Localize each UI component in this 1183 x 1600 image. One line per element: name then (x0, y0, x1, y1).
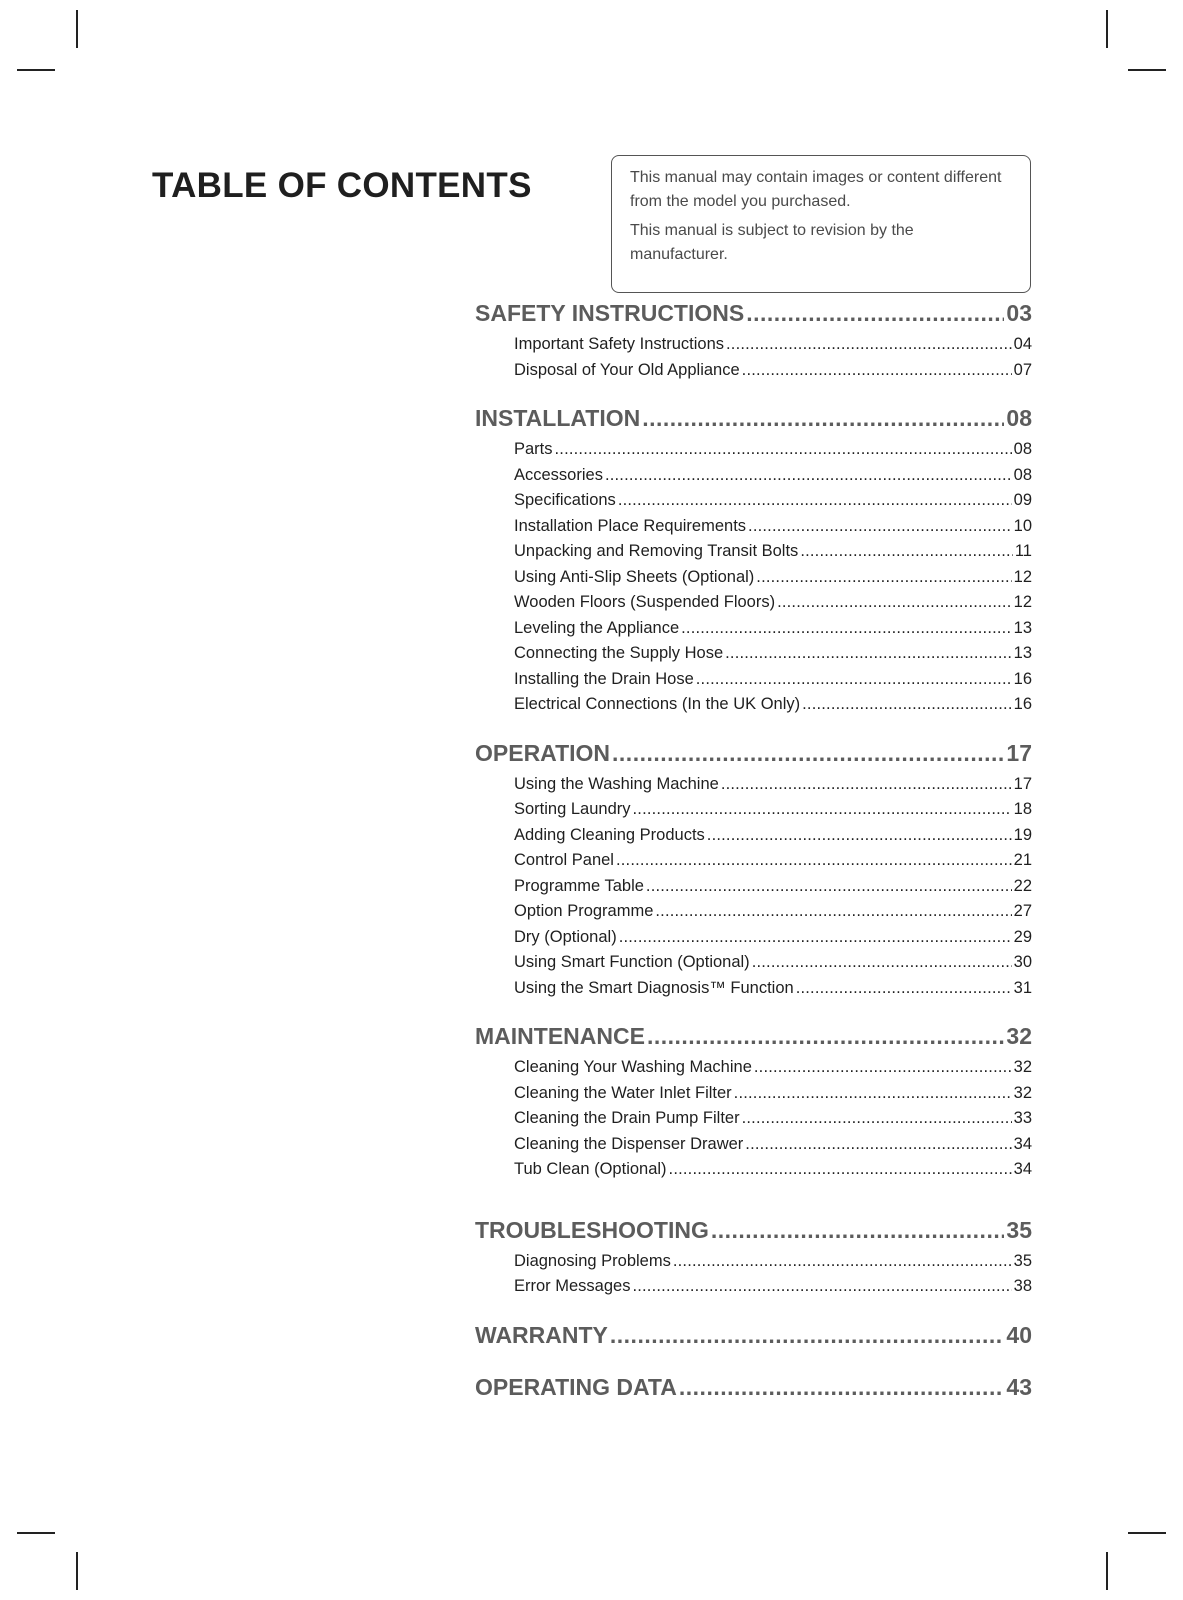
toc-heading[interactable] (475, 1370, 1032, 1404)
leader-dots (748, 514, 1012, 540)
page-title: TABLE OF CONTENTS (152, 166, 532, 205)
toc-entry-label: Option Programme (514, 902, 654, 920)
toc-entry[interactable] (514, 514, 1032, 540)
toc-entry-label: Connecting the Supply Hose (514, 644, 724, 662)
leader-dots (616, 848, 1012, 874)
table-of-contents (475, 296, 1032, 1422)
toc-heading[interactable] (475, 736, 1032, 770)
leader-dots (646, 874, 1012, 900)
toc-heading-label: SAFETY INSTRUCTIONS (475, 300, 745, 326)
toc-section-maintenance (475, 1019, 1032, 1183)
toc-entry[interactable] (514, 1249, 1032, 1275)
toc-entry-page: 34 (1013, 1134, 1032, 1153)
leader-dots (796, 976, 1012, 1002)
toc-entry[interactable] (514, 332, 1032, 358)
notice-box (611, 155, 1031, 293)
leader-dots (655, 899, 1011, 925)
toc-entry-label: Adding Cleaning Products (514, 825, 705, 844)
toc-heading-page: 03 (1006, 300, 1032, 326)
leader-dots (745, 1132, 1011, 1158)
toc-entry-label: Leveling the Appliance (514, 618, 680, 637)
toc-entry[interactable] (514, 797, 1032, 823)
toc-heading-label: INSTALLATION (475, 405, 641, 431)
notice-line-2: This manual is subject to revision by the manufacturer. (630, 222, 914, 263)
toc-entry-label: Programme Table (514, 876, 644, 895)
toc-entry[interactable] (514, 1055, 1032, 1081)
leader-dots (669, 1157, 1012, 1183)
toc-entry-page: 07 (1013, 360, 1032, 379)
toc-entry[interactable] (514, 358, 1032, 384)
toc-entry-page: 17 (1013, 774, 1032, 793)
toc-entry[interactable] (514, 590, 1032, 616)
toc-entry-label: Electrical Connections (In the UK Only) (514, 695, 801, 713)
toc-heading[interactable] (475, 296, 1032, 330)
toc-heading[interactable] (475, 1318, 1032, 1352)
toc-entry-label: Specifications (514, 491, 616, 509)
toc-entry-label: Using the Smart Diagnosis™ Function (514, 978, 794, 997)
toc-section-safety-instructions (475, 296, 1032, 383)
toc-entry[interactable] (514, 772, 1032, 798)
toc-entry-label: Cleaning the Drain Pump Filter (514, 1109, 740, 1127)
toc-entry[interactable] (514, 1274, 1032, 1300)
toc-entry-page: 13 (1013, 644, 1032, 662)
toc-entry-page: 09 (1013, 491, 1032, 509)
toc-entry-page: 22 (1013, 876, 1032, 895)
toc-heading-label: WARRANTY (475, 1321, 608, 1348)
leader-dots (647, 1019, 1004, 1053)
toc-entry-page: 08 (1013, 440, 1032, 458)
toc-entry-label: Parts (514, 440, 553, 458)
toc-entry[interactable] (514, 925, 1032, 951)
crop-mark (1106, 10, 1108, 48)
toc-entry-page: 30 (1013, 953, 1032, 971)
toc-entry[interactable] (514, 1106, 1032, 1132)
toc-entry-label: Diagnosing Problems (514, 1251, 671, 1270)
crop-mark (1128, 1532, 1166, 1534)
leader-dots (633, 797, 1012, 823)
toc-entry-page: 27 (1013, 902, 1032, 920)
leader-dots (800, 539, 1013, 565)
leader-dots (742, 1106, 1012, 1132)
leader-dots (679, 1370, 1005, 1404)
toc-section-installation (475, 401, 1032, 718)
toc-entry[interactable] (514, 899, 1032, 925)
toc-entry-page: 11 (1014, 542, 1032, 560)
leader-dots (742, 358, 1012, 384)
toc-entry[interactable] (514, 1132, 1032, 1158)
toc-entry-label: Error Messages (514, 1277, 631, 1295)
toc-entry-page: 33 (1013, 1109, 1032, 1127)
toc-heading[interactable] (475, 1213, 1032, 1247)
toc-entry-page: 08 (1013, 465, 1032, 484)
toc-section-operation (475, 736, 1032, 1002)
toc-entry[interactable] (514, 823, 1032, 849)
toc-entry-page: 12 (1013, 593, 1032, 611)
toc-entry[interactable] (514, 976, 1032, 1002)
toc-entry[interactable] (514, 641, 1032, 667)
toc-entry[interactable] (514, 950, 1032, 976)
toc-heading-page: 08 (1006, 405, 1032, 431)
toc-entry[interactable] (514, 667, 1032, 693)
toc-entry-label: Tub Clean (Optional) (514, 1160, 667, 1178)
toc-heading-label: OPERATION (475, 739, 611, 766)
toc-entry-label: Accessories (514, 465, 603, 484)
leader-dots (673, 1249, 1012, 1275)
leader-dots (752, 950, 1012, 976)
toc-entry-page: 35 (1013, 1251, 1032, 1270)
toc-entry-label: Using Anti-Slip Sheets (Optional) (514, 567, 755, 586)
toc-entry-label: Wooden Floors (Suspended Floors) (514, 593, 776, 611)
leader-dots (756, 565, 1011, 591)
toc-entry-label: Dry (Optional) (514, 927, 617, 946)
toc-entry-page: 32 (1013, 1058, 1032, 1076)
toc-entry-page: 12 (1013, 567, 1032, 586)
toc-entry-page: 19 (1013, 825, 1032, 844)
toc-heading[interactable] (475, 401, 1032, 435)
leader-dots (721, 772, 1012, 798)
toc-entry-page: 04 (1013, 335, 1032, 353)
leader-dots (605, 463, 1012, 489)
toc-entry[interactable] (514, 692, 1032, 718)
leader-dots (610, 1318, 1005, 1352)
toc-entry-label: Using the Washing Machine (514, 774, 719, 793)
toc-entry-page: 10 (1013, 516, 1032, 535)
leader-dots (707, 823, 1012, 849)
crop-mark (17, 1532, 55, 1534)
leader-dots (632, 1274, 1011, 1300)
toc-heading-page: 32 (1006, 1023, 1032, 1049)
toc-heading-page: 43 (1006, 1373, 1032, 1400)
leader-dots (725, 641, 1012, 667)
toc-entry-page: 16 (1013, 669, 1032, 688)
toc-entry-label: Sorting Laundry (514, 800, 631, 818)
toc-entry[interactable] (514, 488, 1032, 514)
toc-heading-page: 17 (1006, 739, 1032, 766)
toc-entry-label: Control Panel (514, 851, 614, 869)
toc-entry-page: 31 (1013, 978, 1032, 997)
toc-entry-page: 29 (1013, 927, 1032, 946)
toc-entry[interactable] (514, 539, 1032, 565)
toc-entry-label: Cleaning the Dispenser Drawer (514, 1134, 744, 1153)
toc-entry[interactable] (514, 565, 1032, 591)
toc-entry[interactable] (514, 437, 1032, 463)
toc-section-troubleshooting (475, 1213, 1032, 1300)
toc-entry[interactable] (514, 1157, 1032, 1183)
toc-entry-page: 18 (1013, 800, 1032, 818)
toc-entry[interactable] (514, 616, 1032, 642)
toc-heading-label: TROUBLESHOOTING (475, 1216, 709, 1243)
notice-line-1: This manual may contain images or content different from the model you purchased. (630, 169, 1002, 210)
crop-mark (76, 1552, 78, 1590)
toc-section-warranty (475, 1318, 1032, 1352)
toc-entry[interactable] (514, 874, 1032, 900)
toc-entry-label: Using Smart Function (Optional) (514, 953, 750, 971)
toc-entry-label: Cleaning the Water Inlet Filter (514, 1083, 732, 1102)
leader-dots (619, 925, 1012, 951)
leader-dots (696, 667, 1012, 693)
toc-entry-page: 21 (1013, 851, 1032, 869)
toc-entry-page: 16 (1013, 695, 1032, 713)
leader-dots (726, 332, 1012, 358)
toc-heading-page: 40 (1006, 1321, 1032, 1348)
toc-section-operating-data (475, 1370, 1032, 1404)
crop-mark (1128, 69, 1166, 71)
crop-mark (17, 69, 55, 71)
leader-dots (802, 692, 1012, 718)
toc-entry-page: 34 (1013, 1160, 1032, 1178)
toc-heading[interactable] (475, 1019, 1032, 1053)
leader-dots (612, 736, 1004, 770)
toc-heading-label: MAINTENANCE (475, 1023, 645, 1049)
toc-heading-page: 35 (1006, 1216, 1032, 1243)
toc-entry-page: 32 (1013, 1083, 1032, 1102)
toc-entry[interactable] (514, 1081, 1032, 1107)
toc-entry[interactable] (514, 463, 1032, 489)
leader-dots (618, 488, 1012, 514)
toc-entry-page: 38 (1013, 1277, 1032, 1295)
toc-entry-label: Disposal of Your Old Appliance (514, 360, 740, 379)
crop-mark (76, 10, 78, 48)
toc-entry-label: Cleaning Your Washing Machine (514, 1058, 752, 1076)
toc-entry-label: Installing the Drain Hose (514, 669, 694, 688)
toc-entry-label: Important Safety Instructions (514, 335, 725, 353)
leader-dots (681, 616, 1012, 642)
leader-dots (555, 437, 1012, 463)
leader-dots (777, 590, 1012, 616)
toc-entry-label: Installation Place Requirements (514, 516, 747, 535)
toc-entry-page: 13 (1013, 618, 1032, 637)
crop-mark (1106, 1552, 1108, 1590)
leader-dots (711, 1213, 1005, 1247)
toc-entry-label: Unpacking and Removing Transit Bolts (514, 542, 799, 560)
leader-dots (642, 401, 1004, 435)
leader-dots (746, 296, 1004, 330)
toc-heading-label: OPERATING DATA (475, 1373, 677, 1400)
leader-dots (734, 1081, 1012, 1107)
toc-entry[interactable] (514, 848, 1032, 874)
leader-dots (754, 1055, 1012, 1081)
